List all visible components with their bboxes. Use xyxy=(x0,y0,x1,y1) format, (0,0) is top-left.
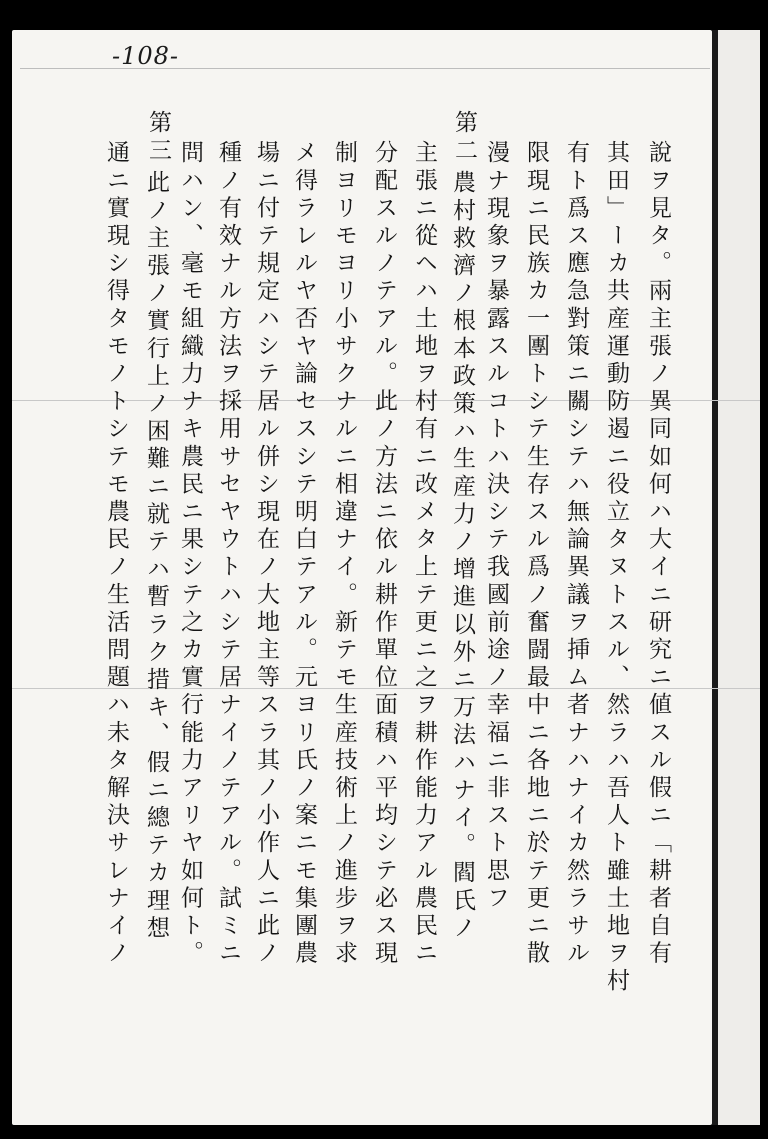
text-column: 通ニ實現シ得タモノトシテモ農民ノ生活問題ハ未タ解決サレナイノ xyxy=(103,140,129,968)
text-column: 分配スルノテアル。此ノ方法ニ依ル耕作單位面積ハ平均シテ必ス現 xyxy=(371,140,397,968)
text-column: メ得ラレルヤ否ヤ論セスシテ明白テアル。元ヨリ氏ノ案ニモ集團農 xyxy=(291,140,317,968)
text-column: 說ヲ見タ。兩主張ノ異同如何ハ大イニ研究ニ値スル假ニ「耕者自有 xyxy=(645,140,671,968)
text-column: 主張ニ從ヘハ土地ヲ村有ニ改メタ上テ更ニ之ヲ耕作能力アル農民ニ xyxy=(411,140,437,968)
text-column: 其田」ーカ共産運動防遏ニ役立タヌトスル、然ラハ吾人ト雖土地ヲ村 xyxy=(603,140,629,996)
text-column: 有ト爲ス應急對策ニ關シテハ無論異議ヲ挿ム者ナハナイカ然ラサル xyxy=(563,140,589,968)
section-heading: 第二 xyxy=(451,110,477,166)
text-column: 限現ニ民族カ一團トシテ生存スル爲ノ奮闘最中ニ各地ニ於テ更ニ散 xyxy=(523,140,549,968)
page-number: -108- xyxy=(112,42,180,70)
text-column: 種ノ有效ナル方法ヲ採用サセヤウトハシテ居ナイノテアル。試ミニ xyxy=(215,140,241,968)
adjacent-page-edge xyxy=(718,30,760,1125)
text-column: 農村救濟ノ根本政策ハ生産力ノ增進以外ニ万法ハナイ。閻氏ノ xyxy=(449,170,475,943)
text-column: 漫ナ現象ヲ暴露スルコトハ決シテ我國前途ノ幸福ニ非スト思フ xyxy=(483,140,509,913)
text-column: 制ヨリモヨリ小サクナルニ相違ナイ。新テモ生産技術上ノ進步ヲ求 xyxy=(331,140,357,968)
text-column: 場ニ付テ規定ハシテ居ル併シ現在ノ大地主等スラ其ノ小作人ニ此ノ xyxy=(253,140,279,968)
section-heading: 第三 xyxy=(145,110,171,166)
text-column: 此ノ主張ノ實行上ノ困難ニ就テハ暫ラク措キ、假ニ總テカ理想 xyxy=(143,170,169,943)
text-column: 問ハン、毫モ組織力ナキ農民ニ果シテ之カ實行能力アリヤ如何ト。 xyxy=(177,140,203,968)
